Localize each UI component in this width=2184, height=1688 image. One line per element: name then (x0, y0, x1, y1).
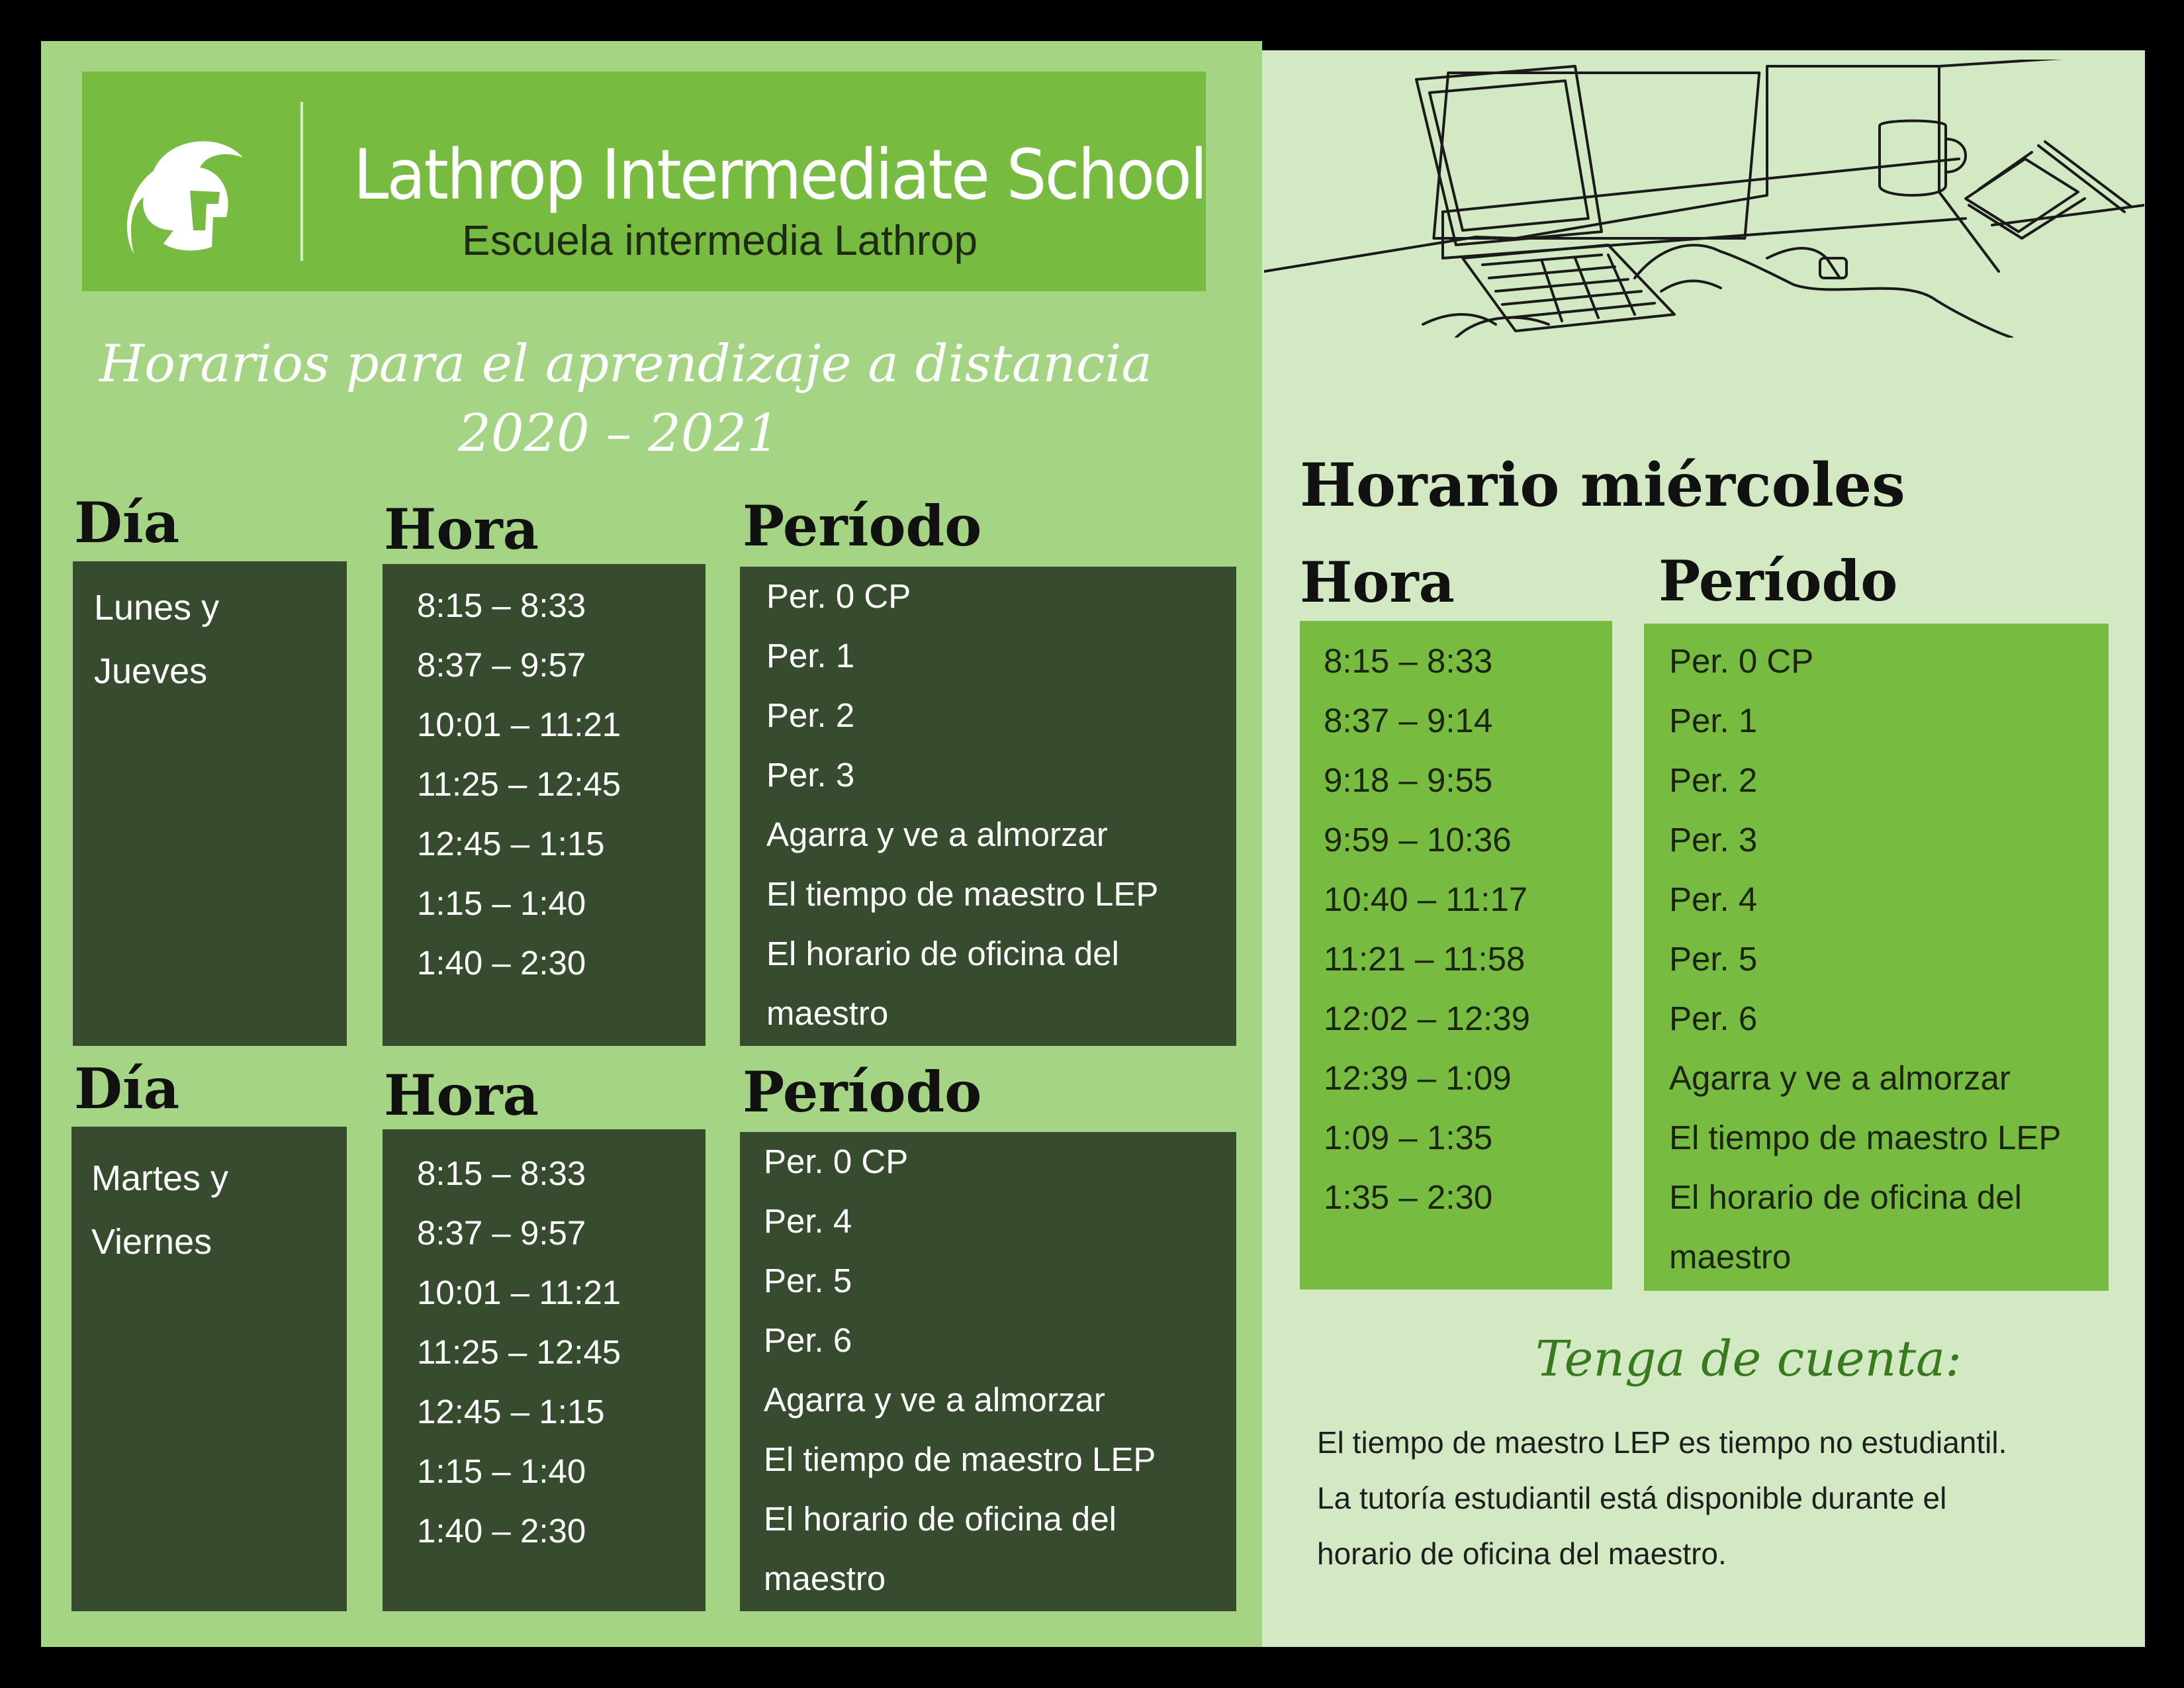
header-banner (82, 71, 1206, 291)
note-line: El tiempo de maestro LEP es tiempo no estudiantil. (1317, 1425, 2007, 1460)
time-slot: 12:45 – 1:15 (417, 825, 605, 863)
period-item: Per. 0 CP (766, 577, 911, 615)
period-item: Per. 1 (766, 637, 855, 675)
day-label: Jueves (94, 651, 208, 691)
school-name: Lathrop Intermediate School (353, 134, 1206, 215)
period-item: El tiempo de maestro LEP (764, 1440, 1156, 1478)
time-slot: 1:40 – 2:30 (417, 1512, 586, 1550)
day-label: Viernes (91, 1222, 212, 1262)
period-heading: Período (743, 493, 982, 559)
period-item: Per. 2 (1669, 761, 1758, 799)
time-slot: 1:40 – 2:30 (417, 944, 586, 982)
school-name-spanish: Escuela intermedia Lathrop (462, 216, 978, 264)
period-item: Per. 3 (766, 756, 855, 794)
day-box-mon-thu (73, 561, 347, 1046)
day-box-tue-fri (71, 1127, 347, 1611)
period-item: Per. 2 (766, 696, 855, 734)
period-item: El horario de oficina del (764, 1500, 1116, 1538)
time-box-tue-fri (383, 1129, 705, 1611)
banner-divider (300, 102, 303, 261)
time-heading: Hora (1300, 549, 1455, 615)
wednesday-heading: Horario miércoles (1300, 450, 1905, 520)
day-heading: Día (74, 490, 180, 555)
period-item: maestro (766, 994, 889, 1032)
period-item: Per. 4 (1669, 880, 1758, 918)
time-slot: 8:15 – 8:33 (417, 1154, 586, 1192)
period-item: maestro (764, 1560, 886, 1597)
note-title: Tenga de cuenta: (1535, 1331, 1962, 1387)
time-slot: 1:35 – 2:30 (1324, 1178, 1493, 1216)
period-item: Per. 6 (764, 1321, 852, 1359)
time-slot: 12:02 – 12:39 (1324, 1000, 1530, 1037)
period-heading: Período (743, 1059, 982, 1125)
period-item: Per. 4 (764, 1202, 852, 1240)
period-item: Per. 6 (1669, 1000, 1758, 1037)
period-item: Agarra y ve a almorzar (1669, 1059, 2011, 1097)
time-slot: 8:15 – 8:33 (1324, 642, 1493, 680)
period-box-tue-fri (740, 1132, 1236, 1611)
period-item: maestro (1669, 1238, 1792, 1276)
time-slot: 10:01 – 11:21 (417, 1274, 621, 1311)
period-item: El tiempo de maestro LEP (1669, 1119, 2062, 1156)
time-slot: 12:45 – 1:15 (417, 1393, 605, 1430)
time-slot: 1:15 – 1:40 (417, 1452, 586, 1490)
time-slot: 9:18 – 9:55 (1324, 761, 1493, 799)
day-label: Lunes y (94, 588, 220, 628)
day-label: Martes y (91, 1158, 229, 1198)
day-heading: Día (74, 1056, 180, 1121)
period-item: Agarra y ve a almorzar (764, 1381, 1105, 1419)
time-slot: 1:09 – 1:35 (1324, 1119, 1493, 1156)
laptop-desk-illustration (1264, 60, 2144, 338)
time-slot: 9:59 – 10:36 (1324, 821, 1512, 859)
period-box-mon-thu (740, 567, 1236, 1046)
period-item: Per. 0 CP (1669, 642, 1814, 680)
period-item: Per. 0 CP (764, 1143, 909, 1180)
time-slot: 8:37 – 9:57 (417, 1214, 586, 1252)
time-slot: 10:40 – 11:17 (1324, 880, 1528, 918)
period-item: Agarra y ve a almorzar (766, 816, 1108, 853)
period-item: Per. 5 (1669, 940, 1758, 978)
page-year: 2020 – 2021 (458, 404, 780, 463)
time-slot: 10:01 – 11:21 (417, 706, 621, 743)
note-line: La tutoría estudiantil está disponible durante el (1317, 1481, 1947, 1515)
period-item: Per. 1 (1669, 702, 1758, 739)
time-box-wed (1300, 621, 1612, 1289)
time-slot: 8:37 – 9:14 (1324, 702, 1493, 739)
time-slot: 1:15 – 1:40 (417, 884, 586, 922)
period-heading: Período (1659, 548, 1898, 614)
time-slot: 8:15 – 8:33 (417, 586, 586, 624)
period-item: Per. 3 (1669, 821, 1758, 859)
time-slot: 8:37 – 9:57 (417, 646, 586, 684)
time-heading: Hora (384, 496, 539, 562)
time-heading: Hora (384, 1062, 539, 1128)
period-item: El horario de oficina del (766, 935, 1119, 972)
time-slot: 12:39 – 1:09 (1324, 1059, 1512, 1097)
time-slot: 11:25 – 12:45 (417, 765, 621, 803)
spartan-helmet-icon (127, 131, 246, 257)
time-box-mon-thu (383, 564, 705, 1046)
period-item: Per. 5 (764, 1262, 852, 1299)
note-line: horario de oficina del maestro. (1317, 1536, 1727, 1571)
page-title: Horarios para el aprendizaje a distancia (99, 334, 1152, 394)
period-item: El tiempo de maestro LEP (766, 875, 1159, 913)
time-slot: 11:25 – 12:45 (417, 1333, 621, 1371)
time-slot: 11:21 – 11:58 (1324, 940, 1525, 978)
period-item: El horario de oficina del (1669, 1178, 2022, 1216)
period-box-wed (1644, 624, 2109, 1291)
